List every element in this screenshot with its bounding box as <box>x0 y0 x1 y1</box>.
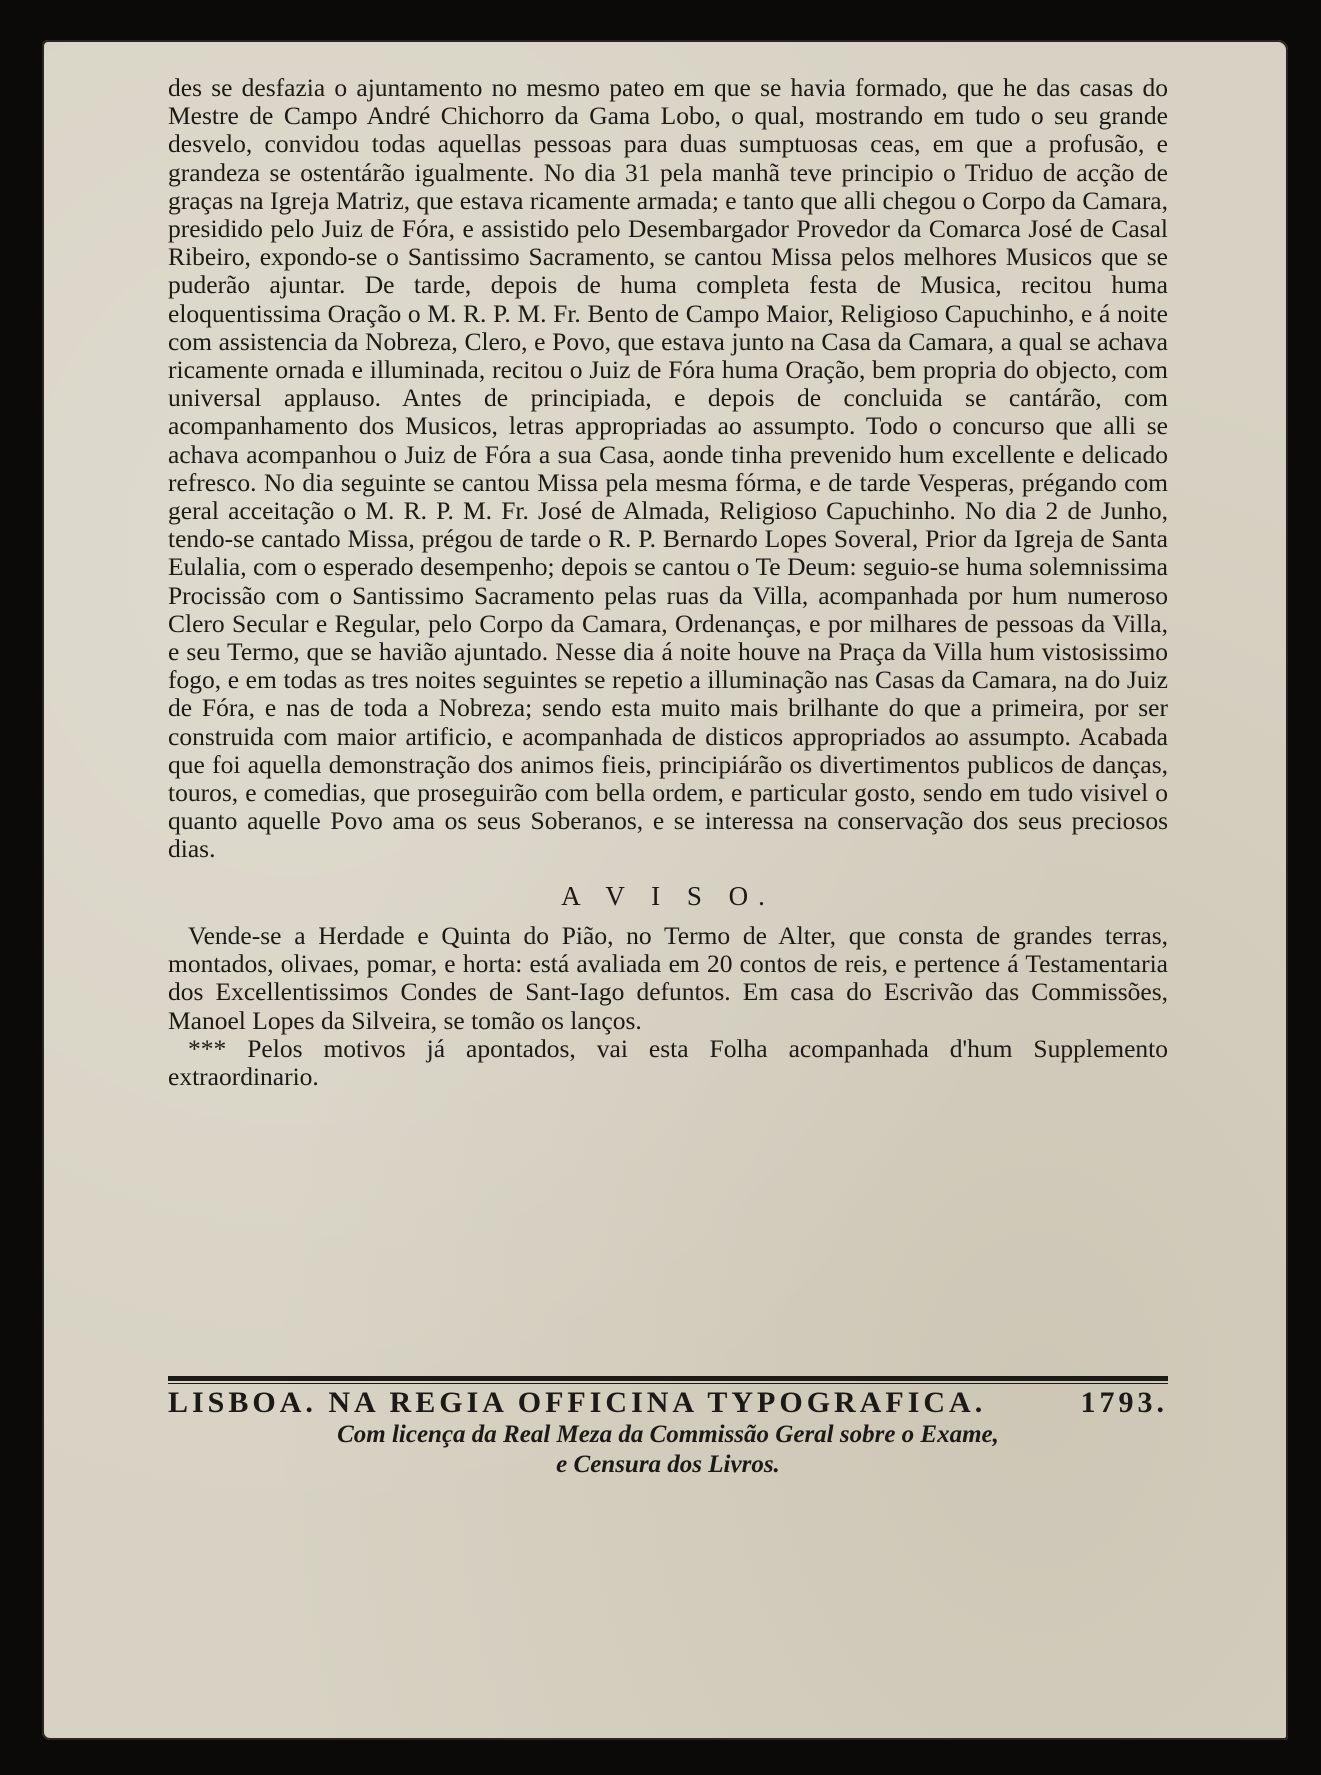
imprint-year: 1793. <box>1080 1386 1168 1419</box>
article-body <box>168 74 1168 1091</box>
imprint-block <box>168 1386 1168 1480</box>
imprint-divider <box>168 1376 1168 1381</box>
license-line-1: Com licença da Real Meza da Commissão Geral sobre o Exame, <box>337 1421 999 1448</box>
imprint-place: LISBOA. NA REGIA OFFICINA TYPOGRAFICA. <box>168 1386 987 1419</box>
imprint-line <box>168 1386 1168 1420</box>
article-paragraph: des se desfazia o ajuntamento no mesmo pateo em que se havia formado, que he das casas do Mestre de Campo André Chichorro da Gama Lobo, o qual, mostrando em tudo o seu grande desvelo, convidou todas aquellas pessoas para duas sumptuosas ceas, em que a profusão, e grandeza se ostentárão igualmente. No dia 31 pela manhã teve principio o Triduo de acção de graças na Igreja Matriz, que estava ricamente armada; e tanto que alli chegou o Corpo da Camara, presidido pelo Juiz de Fóra, e assistido pelo Desembargador Provedor da Comarca José de Casal Ribeiro, expondo-se o Santissimo Sacramento, se cantou Missa pelos melhores Musicos que se puderão ajuntar. De tarde, depois de huma completa festa de Musica, recitou huma eloquentissima Oração o M. R. P. M. Fr. Bento de Campo Maior, Religioso Capuchinho, e á noite com assistencia da Nobreza, Clero, e Povo, que estava junto na Casa da Camara, a qual se achava ricamente ornada e illuminada, recitou o Juiz de Fóra huma Oração, bem propria do objecto, com universal applauso. Antes de principiada, e depois de concluida se cantárão, com acompanhamento dos Musicos, letras appropriadas ao assumpto. Todo o concurso que alli se achava acompanhou o Juiz de Fóra a sua Casa, aonde tinha prevenido hum excellente e delicado refresco. No dia seguinte se cantou Missa pela mesma fórma, e de tarde Vesperas, prégando com geral acceitação o M. R. P. M. Fr. José de Almada, Religioso Capuchinho. No dia 2 de Junho, tendo-se cantado Missa, prégou de tarde o R. P. Bernardo Lopes Soveral, Prior da Igreja de Santa Eulalia, com o esperado desempenho; depois se cantou o Te Deum: seguio-se huma solemnissima Procissão com o Santissimo Sacramento pelas ruas da Villa, acompanhada por hum numeroso Clero Secular e Regular, pelo Corpo da Camara, Ordenanças, e por milhares de pessoas da Villa, e seu Termo, que se havião ajuntado. Nesse dia á noite houve na Praça da Villa hum vistosissimo fogo, e em todas as tres noites seguintes se repetio a illuminação nas Casas da Camara, na do Juiz de Fóra, e nas de toda a Nobreza; sendo esta muito mais brilhante do que a primeira, por ser construida com maior artificio, e acompanhada de disticos appropriados ao assumpto. Acabada que foi aquella demonstração dos animos fieis, principiárão os divertimentos publicos de danças, touros, e comedias, que proseguirão com bella ordem, e particular gosto, sendo em tudo visivel o quanto aquelle Povo ama os seus Soberanos, e se interessa na conservação dos seus preciosos dias. <box>168 73 1168 864</box>
supplement-note: *** Pelos motivos já apontados, vai esta Folha acompanhada d'hum Supplemento extraordinario. <box>168 1033 1168 1091</box>
aviso-heading: A V I S O. <box>561 880 775 911</box>
license-line-2: e Censura dos Livros. <box>556 1451 780 1478</box>
aviso-text: Vende-se a Herdade e Quinta do Pião, no Termo de Alter, que consta de grandes terras, montados, olivaes, pomar, e horta: está avaliada em 20 contos de reis, e pertence á Testamentaria dos Excellentissimos Condes de Sant-Iago defuntos. Em casa do Escrivão das Commissões, Manoel Lopes da Silveira, se tomão os lanços. <box>168 920 1168 1035</box>
